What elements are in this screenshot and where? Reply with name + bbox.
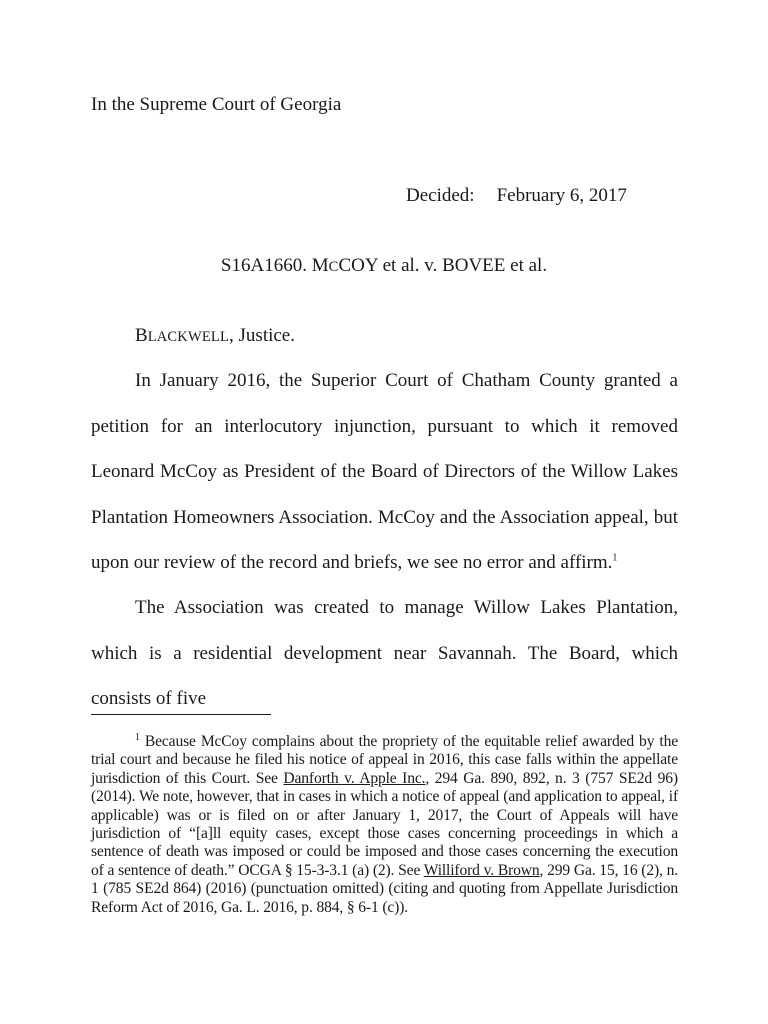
footnote-1 bbox=[91, 733, 678, 917]
case-citation-danforth: Danforth v. Apple Inc. bbox=[283, 769, 426, 787]
opinion-author bbox=[135, 324, 295, 349]
paragraph-2-text: The Association was created to manage Willow Lakes Plantation, which is a residential development near Savannah. The Board, which consists of five bbox=[91, 597, 678, 710]
decided-label: Decided: bbox=[406, 185, 475, 206]
opinion-paragraph-1 bbox=[91, 358, 678, 586]
case-party-smallcap: C bbox=[328, 259, 339, 275]
author-title: , Justice. bbox=[229, 325, 295, 346]
footnote-text-part-2: , 294 Ga. 890, 892, n. 3 (757 SE2d 96) (2014). We note, however, that in cases in which a notice of appeal (and application to appeal, if applicable) was or is filed on or after January 1, 2017, the Court of Appeals will have jurisdiction of “[a]ll equity cases, except those cases concerning proceedings in which a sentence of death was imposed or could be imposed and those cases concerning the execution of a sentence of death.” OCGA § 15-3-3.1 (a) (2). See bbox=[91, 769, 678, 879]
paragraph-1-text: In January 2016, the Superior Court of Chatham County granted a petition for an interlocutory injunction, pursuant to which it removed Leonard McCoy as President of the Board of Directors of the Willow Lakes Plantation Homeowners Association. McCoy and the Association appeal, but upon our review of the record and briefs, we see no error and affirm. bbox=[91, 370, 678, 574]
opinion-paragraph-2 bbox=[91, 585, 678, 722]
footnote-text-part-3: , 299 Ga. 15, 16 (2), n. 1 (785 SE2d 864) (2016) (punctuation omitted) (citing and quoting from Appellate Jurisdiction Reform Act of 2016, Ga. L. 2016, p. 884, § 6-1 (c)). bbox=[91, 861, 678, 916]
author-initial: B bbox=[135, 325, 148, 346]
footnote-ref-1[interactable]: 1 bbox=[612, 553, 618, 565]
decided-line bbox=[406, 184, 627, 208]
case-docket: S16A1660. M bbox=[220, 255, 329, 276]
decided-date: February 6, 2017 bbox=[496, 185, 627, 206]
footnote-text-part-1: Because McCoy complains about the propriety of the equitable relief awarded by the trial court and because he filed his notice of appeal in 2016, this case falls within the appellate jurisdiction of this Court. See bbox=[91, 733, 678, 787]
footnote-number: 1 bbox=[135, 731, 140, 743]
case-parties: COY et al. v. BOVEE et al. bbox=[338, 255, 548, 276]
case-caption bbox=[0, 254, 768, 279]
court-name: In the Supreme Court of Georgia bbox=[91, 94, 342, 115]
author-smallcaps: LACKWELL bbox=[147, 329, 230, 345]
footnote-divider bbox=[91, 714, 271, 715]
case-citation-williford: Williford v. Brown bbox=[423, 861, 540, 879]
